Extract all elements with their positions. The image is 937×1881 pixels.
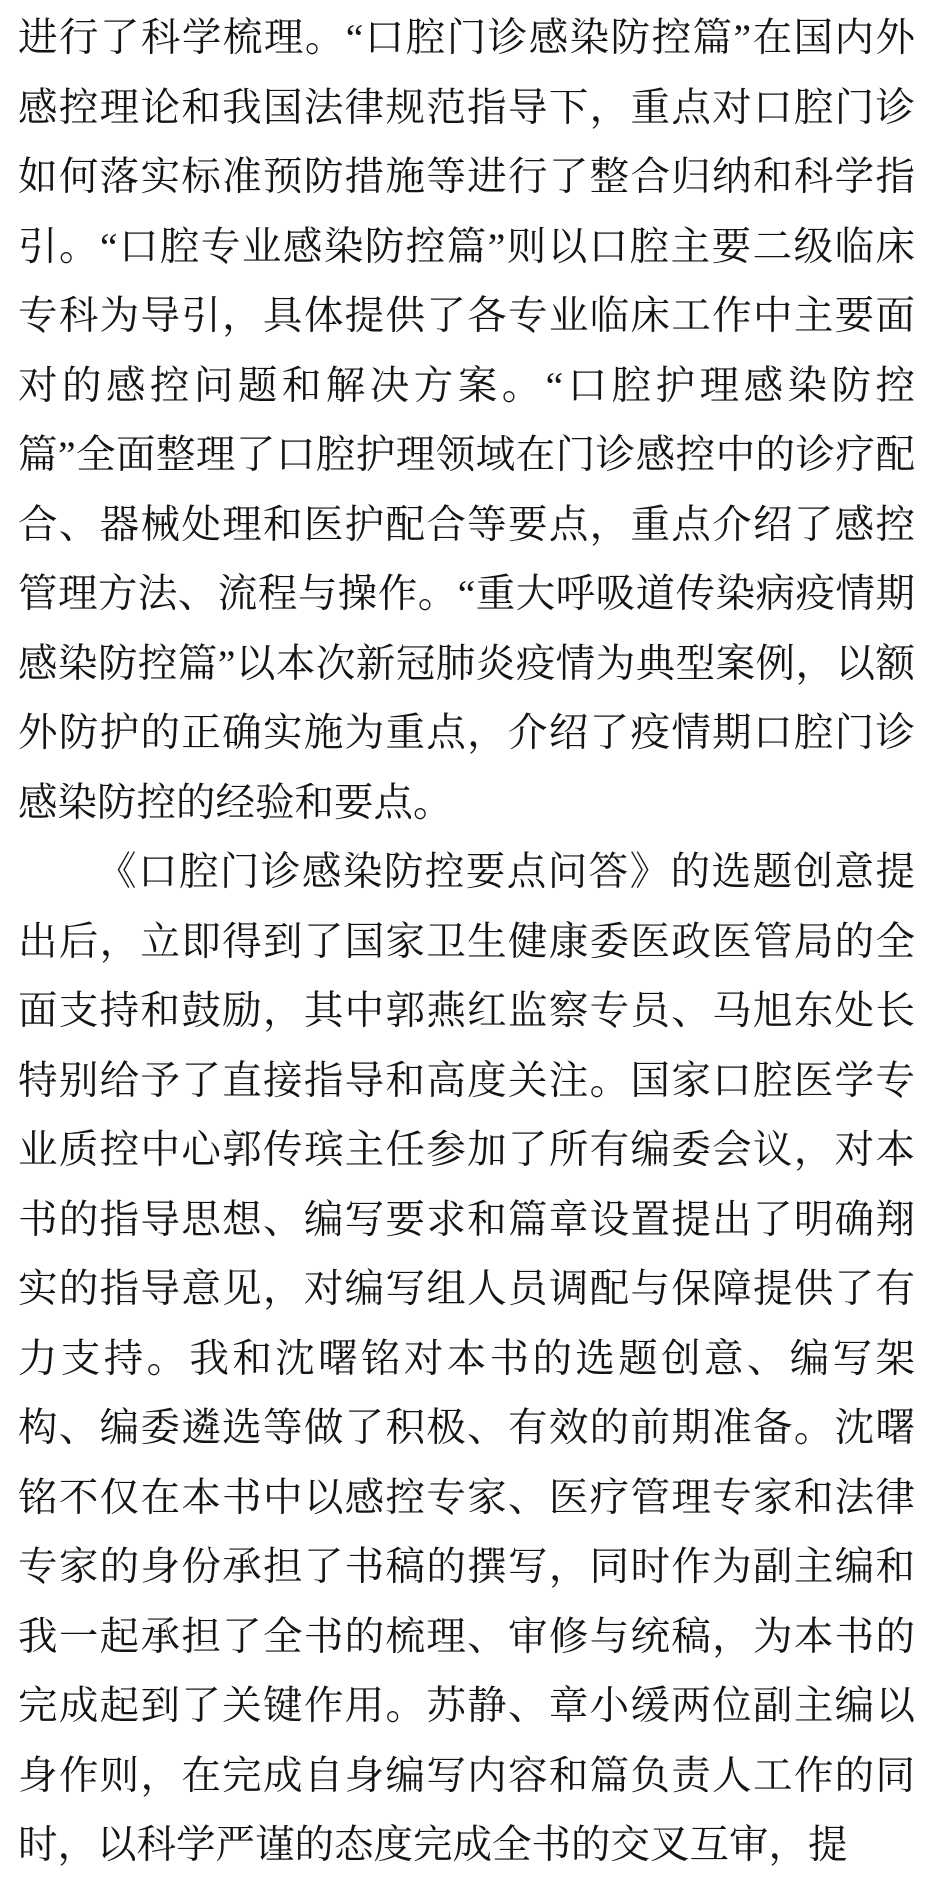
paragraph-1: 进行了科学梳理。“口腔门诊感染防控篇”在国内外感控理论和我国法律规范指导下，重点对口腔门诊如何落实标准预防措施等进行了整合归纳和科学指引。“口腔专业感染防控篇”则以口腔主要二级临床专科为导引，具体提供了各专业临床工作中主要面对的感控问题和解决方案。“口腔护理感染防控篇”全面整理了口腔护理领域在门诊感控中的诊疗配合、器械处理和医护配合等要点，重点介绍了感控管理方法、流程与操作。“重大呼吸道传染病疫情期感染防控篇”以本次新冠肺炎疫情为典型案例，以额外防护的正确实施为重点，介绍了疫情期口腔门诊感染防控的经验和要点。 (18, 16, 915, 825)
paragraph-2: 《口腔门诊感染防控要点问答》的选题创意提出后，立即得到了国家卫生健康委医政医管局的全面支持和鼓励，其中郭燕红监察专员、马旭东处长特别给予了直接指导和高度关注。国家口腔医学专业质控中心郭传瑸主任参加了所有编委会议，对本书的指导思想、编写要求和篇章设置提出了明确翔实的指导意见，对编写组人员调配与保障提供了有力支持。我和沈曙铭对本书的选题创意、编写架构、编委遴选等做了积极、有效的前期准备。沈曙铭不仅在本书中以感控专家、医疗管理专家和法律专家的身份承担了书稿的撰写，同时作为副主编和我一起承担了全书的梳理、审修与统稿，为本书的完成起到了关键作用。苏静、章小缓两位副主编以身作则，在完成自身编写内容和篇负责人工作的同时，以科学严谨的态度完成全书的交叉互审，提 (18, 850, 915, 1867)
page-body (18, 4, 915, 1881)
